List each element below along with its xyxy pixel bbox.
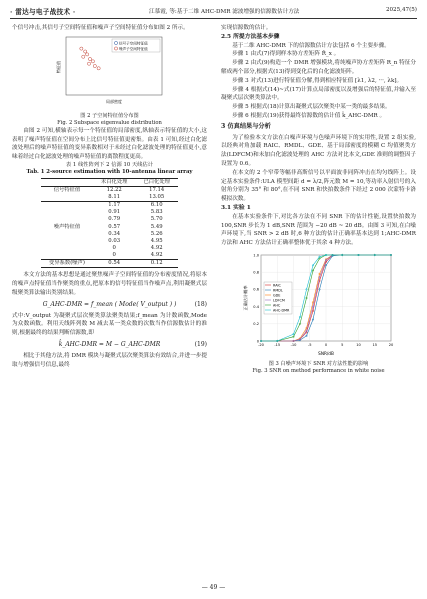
x-tick-label: -15 (274, 342, 281, 347)
y-tick-label: 0.6 (253, 287, 259, 292)
table-cell: 12.22 (106, 187, 122, 194)
paragraph: 实现信源数的估计。 (221, 25, 272, 31)
y-tick-label: 0.8 (253, 270, 259, 275)
noise-point (91, 60, 94, 63)
table-row (41, 231, 178, 238)
table-cell: 0.34 (108, 230, 121, 237)
table-cell: 0.79 (108, 216, 121, 223)
section-heading: 3 仿真结果与分析 (221, 122, 271, 130)
paragraph: 在本文的 2 个窄带等幅非高斯信号以平面波非同阵冲击在均匀线阵上。设定基本实验条件:ULA 模型间距 d = λ/2,阵元数 M = 10,等功率入射信号的入射角分别为 35° 和 80°,在不同 SNR 和快拍数条件下经过 2 000 次蒙特卡洛模拟次数。 (221, 169, 416, 203)
paragraph: 基于二维 AHC-DMR 下的信源数估计方法包括 6 个主要步骤。 (232, 42, 390, 49)
table-row-label (41, 202, 93, 210)
legend-noise: 噪声子空间特征值 (119, 46, 148, 51)
y-tick-label: 0.2 (253, 322, 259, 327)
table-row-label: 信号特征值 (53, 187, 81, 194)
y-axis-label: 正确估计概率 (243, 285, 248, 311)
figure-3-line-chart (221, 251, 416, 361)
paragraph: 在基本实验条件下,对比各方法在不同 SNR 下的估计性能,设置快拍数为 100,SNR 步长为 1 dB,SNR 范围为 −20 dB ~ 20 dB。由图 3 可知,在白噪声环境下,当 SNR > 2 dB 时,6 种方法的估计正确率基本达到 1;AHC-DMR 方法和 AHC 方法估计正确率整体优于其余 4 种方法。 (221, 213, 416, 247)
table-header: 未白化处理 (93, 178, 136, 186)
right-column (221, 24, 416, 375)
table-row-label (41, 231, 93, 238)
x-axis-label: 局部密度 (106, 98, 122, 104)
step-1: 步骤 1 由式(7)得到样本协方差矩阵 R̂_x 。 (232, 51, 340, 58)
table-cell: 8.11 (108, 194, 121, 201)
table-row (41, 194, 178, 202)
table-cell: 6.10 (135, 202, 178, 210)
table-row-label: 变异系数(噪声) (41, 260, 93, 268)
x-tick-label: 20 (388, 342, 394, 347)
table-1-caption (12, 162, 207, 176)
table-row (41, 245, 178, 252)
paragraph: 本文方法的基本思想是通过聚焦噪声子空间特征值的分布密度情况,将原本的噪声点特征值当作聚类的重点,把原本的信号特征值当作噪声点,利用凝聚式层级聚类算法输出类别结果。 (12, 272, 207, 296)
left-column (12, 24, 207, 369)
equation-number: (18) (194, 300, 207, 308)
table-cell: 5.70 (150, 216, 163, 223)
noise-point (97, 67, 100, 70)
legend-entry: AHC (273, 303, 281, 308)
noise-point (87, 62, 90, 65)
table-row (41, 238, 178, 245)
step-2: 步骤 2 由式(9)构造一个 DMR 增强模块,将纯噪声协方差矩阵 R_n 特征分解成两个部分,根据式(13)得到变化后的白化滤波矩阵。 (221, 60, 416, 75)
table-cell: 5.49 (150, 223, 163, 230)
legend-signal: 信号子空间特征值 (119, 41, 148, 46)
noise-point (84, 50, 87, 53)
table-row-label (41, 238, 93, 245)
section-heading: 2.5 所提方法基本步骤 (221, 33, 280, 40)
legend-entry: RMDL (273, 288, 283, 293)
legend-entry: LDFCM (273, 298, 285, 303)
journal-name: · 雷达与电子战技术 · (10, 8, 76, 16)
equation-18 (12, 298, 207, 312)
x-tick-label: 5 (341, 342, 344, 347)
legend-entry: AHC-DMR (273, 308, 290, 313)
paragraph: 为了检验本文方法在白噪声环境与色噪声环境下的实用性,设置 2 组实验,以经典对角加载 RAIC、RMDL、GDE、基于局部密度的模糊 C 均值聚类方法(LDFCM)和未加白化滤波处理的 AHC 方法对比本文,GDE 准则的调整因子设置为 0.6。 (221, 134, 416, 167)
paragraph: 个信号冲击,其信号子空间特征值和噪声子空间特征值分布如图 2 所示。 (12, 25, 189, 31)
paragraph: 由图 2 可知,横轴表示每一个特征值的局部密度,纵轴表示特征值的大小,这表明了噪声特征值在空间分布上比信号特征值更密集。由表 1 可知,经过白化滤波处理后的噪声特征值的变异系数相对于未经过白化滤波处理的特征值更小,意味着经过白化滤波处理的噪声特征值的离散程度更高。 (12, 127, 207, 161)
step-5: 步骤 5 根据式(18)计算出凝聚式层次聚类中某一类的最多结果。 (232, 104, 391, 111)
equation-19 (12, 338, 207, 352)
step-3: 步骤 3 对式(13)进行特征值分解,得到相应特征值 [λ1, λ2, ···, λk]。 (232, 77, 403, 84)
x-tick-label: -20 (258, 342, 264, 347)
paragraph: 相比于其他方法,将 DMR 模块与凝聚式层次聚类算法有效结合,并进一步提取与增强信号信息,最终 (12, 352, 207, 368)
table-cell: 4.92 (150, 251, 163, 258)
equation-body: G_AHC-DMR = f_mean ( Mode( V_output ) ) (42, 300, 177, 308)
noise-point (80, 47, 83, 50)
paragraph: 式中:V_output 为凝聚式层次聚类算法聚类结果;f_mean 为计数函数,Mode 为众数函数。利用天线阵列数 M 减去某一类众数的次数当作信源数估计的准则,根据最终的结果判断信源数,即 (12, 312, 207, 337)
x-tick-label: -10 (290, 342, 297, 347)
issue-number: 2025,47(5) (385, 6, 417, 13)
noise-point (93, 64, 96, 67)
x-tick-label: 10 (356, 342, 361, 347)
table-cell: 4.95 (150, 237, 163, 244)
table-title-cn: 表 1 线性阵列下 2 信源 10 天线估计 (65, 161, 154, 168)
table-row-label (41, 216, 93, 223)
table-cell: 0.54 (93, 260, 136, 268)
noise-point (86, 53, 89, 56)
table-row (41, 187, 178, 195)
caption-cn: 图 2 子空间特征值分布图 (80, 112, 139, 119)
table-cell: 0 (112, 244, 116, 251)
table-1 (41, 178, 178, 268)
table-cell: 0.03 (108, 237, 121, 244)
table-cell: 5.26 (150, 230, 163, 237)
scatter-legend (112, 39, 160, 52)
x-tick-label: 15 (372, 342, 378, 347)
table-cell: 0.91 (108, 209, 121, 216)
line-chart (221, 251, 416, 361)
page-number: — 49 — (201, 584, 226, 591)
table-row-label (41, 194, 93, 202)
figure-2-caption (12, 113, 207, 127)
table-row-label: 噪声特征值 (53, 223, 81, 230)
table-cell: 1.17 (93, 202, 136, 210)
running-header (10, 6, 417, 19)
x-axis-label: SNR/dB (318, 350, 334, 356)
y-tick-label: 0 (256, 339, 259, 344)
x-tick-label: 0 (324, 342, 328, 347)
step-6: 步骤 6 根据式(19)获得最终信源数的估计值 k̂_AHC-DMR 。 (232, 112, 386, 119)
table-row (41, 252, 178, 260)
table-row (41, 260, 178, 268)
noise-point (88, 57, 91, 60)
caption-en: Fig. 3 SNR on method performance in white noise (252, 367, 385, 374)
x-tick-label: -5 (307, 342, 312, 347)
table-cell: 0 (112, 251, 116, 258)
legend-entry: GDE (273, 293, 281, 298)
equation-number: (19) (194, 340, 207, 348)
legend-entry: RAIC (273, 283, 281, 288)
article-title-running: 江慕霞, 等:基于二维 AHC-DMR 滤波增强的信源数估计方法 (149, 8, 300, 15)
table-row (41, 216, 178, 223)
table-header: 已白化处理 (135, 178, 178, 186)
table-row (41, 202, 178, 210)
caption-en: Fig. 2 Subspace eigenvalue distribution (57, 119, 162, 126)
figure-2-scatter (12, 33, 207, 113)
table-header (41, 178, 93, 186)
noise-point (82, 55, 85, 58)
caption-cn: 图 3 白噪声环境下 SNR 对方法性能的影响 (268, 360, 369, 367)
table-cell: 5.83 (150, 209, 163, 216)
table-cell: 0.12 (135, 260, 178, 268)
table-cell: 13.05 (149, 194, 165, 201)
y-tick-label: 1.0 (253, 253, 259, 258)
y-tick-label: 0.4 (253, 304, 259, 309)
table-cell: 17.14 (149, 187, 165, 194)
table-row-label (41, 209, 93, 216)
subsection-heading: 3.1 实验 1 (221, 204, 251, 211)
table-row-label (41, 252, 93, 260)
table-row (41, 224, 178, 231)
scatter-plot (12, 33, 207, 113)
y-axis-label: 特征值 (56, 60, 61, 73)
table-title-en: Tab. 1 2-source estimation with 10-antenna linear array (26, 168, 193, 175)
table-row-label (41, 245, 93, 252)
figure-3-caption (221, 361, 416, 375)
table-cell: 0.57 (108, 223, 121, 230)
equation-body: k̂_AHC-DMR = M − G_AHC-DMR (58, 340, 161, 348)
table-row (41, 209, 178, 216)
step-4: 步骤 4 根据式(14)~式(17)计算点局部密度以及增强后的特征值,并输入至凝聚式层次聚类算法中。 (221, 86, 416, 102)
table-cell: 4.92 (150, 244, 163, 251)
